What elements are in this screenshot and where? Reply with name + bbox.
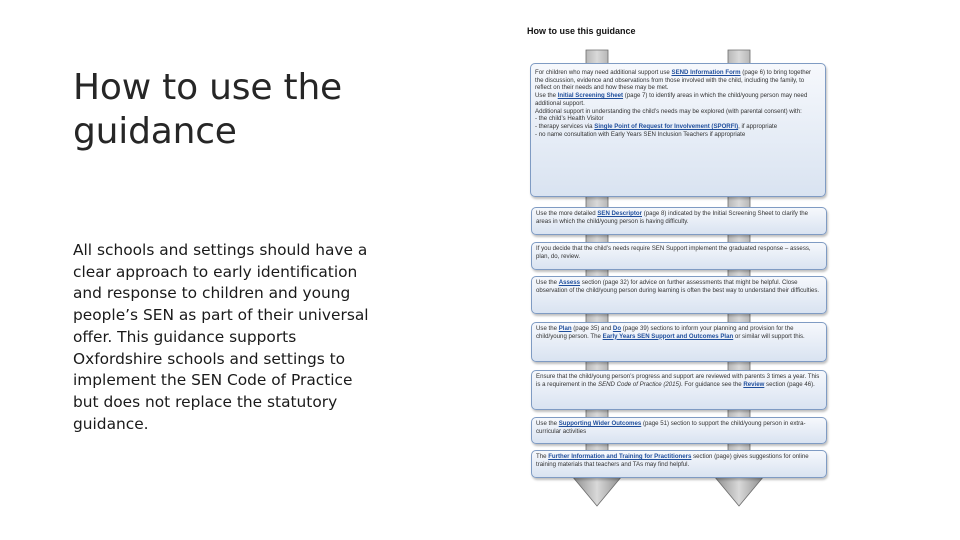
flowchart-title: How to use this guidance <box>527 26 636 36</box>
flow-box-further-information: The Further Information and Training for Practitioners section (page) gives suggestions for online training materials that teachers and TAs may find helpful. <box>531 450 827 478</box>
code-of-practice-reference: SEND Code of Practice (2015) <box>598 380 681 388</box>
flow-box-graduated-response: If you decide that the child’s needs require SEN Support implement the graduated response – assess, plan, do, review. <box>531 242 827 270</box>
flow-box-assess: Use the Assess section (page 32) for advice on further assessments that might be helpful. Close observation of the child/young person during learning is often the best way to understand their difficulties. <box>531 276 827 314</box>
early-years-outcomes-plan-link[interactable]: Early Years SEN Support and Outcomes Plan <box>602 332 734 340</box>
flow-box-information: For children who may need additional support use SEND Information Form (page 6) to bring together the discussion, evidence and observations from those involved with the child, including the family, to reflect on their needs and how these may be met. Use the Initial Screening Sheet (page 7) to identify areas in which the child/young person may need additional support. Additional support in understanding the child’s needs may be explored (with parental consent) with: - the child’s Health Visitor - therapy services via Single Point of Request for Involvement (SPORFI), if appropriate - no name consultation with Early Years SEN Inclusion Teachers if appropriate <box>530 63 826 197</box>
slide-title: How to use the guidance <box>73 67 343 152</box>
flow-box-plan-do: Use the Plan (page 35) and Do (page 39) sections to inform your planning and provision for the child/young person. The Early Years SEN Support and Outcomes Plan or similar will support this. <box>531 322 827 362</box>
assess-link[interactable]: Assess <box>558 279 581 286</box>
plan-link[interactable]: Plan <box>558 325 572 332</box>
further-information-link[interactable]: Further Information and Training for Practitioners <box>548 453 692 460</box>
flow-box-wider-outcomes: Use the Supporting Wider Outcomes (page 51) section to support the child/young person in extra-curricular activities <box>531 417 827 444</box>
flow-box-descriptor: Use the more detailed SEN Descriptor (page 8) indicated by the Initial Screening Sheet to clarify the areas in which the child/young person is having difficulty. <box>531 207 827 235</box>
sen-descriptor-link[interactable]: SEN Descriptor <box>597 210 643 217</box>
send-information-form-link[interactable]: SEND Information Form <box>671 69 741 76</box>
initial-screening-sheet-link[interactable]: Initial Screening Sheet <box>557 92 624 100</box>
supporting-wider-outcomes-link[interactable]: Supporting Wider Outcomes <box>558 420 642 427</box>
flow-box-review: Ensure that the child/young person’s progress and support are reviewed with parents 3 times a year. This is a requirement in the SEND Code of Practice (2015). For guidance see the Review section (page 46). <box>531 370 827 410</box>
flowchart <box>512 24 842 512</box>
sporfi-link[interactable]: Single Point of Request for Involvement (SPORFI) <box>594 122 739 130</box>
slide-body-text: All schools and settings should have a clear approach to early identification and response to children and young people’s SEN as part of their universal offer. This guidance supports Oxfordshire schools and settings to implement the SEN Code of Practice but does not replace the statutory guidance. <box>73 241 369 433</box>
review-link[interactable]: Review <box>743 380 765 388</box>
do-link[interactable]: Do <box>612 325 622 332</box>
